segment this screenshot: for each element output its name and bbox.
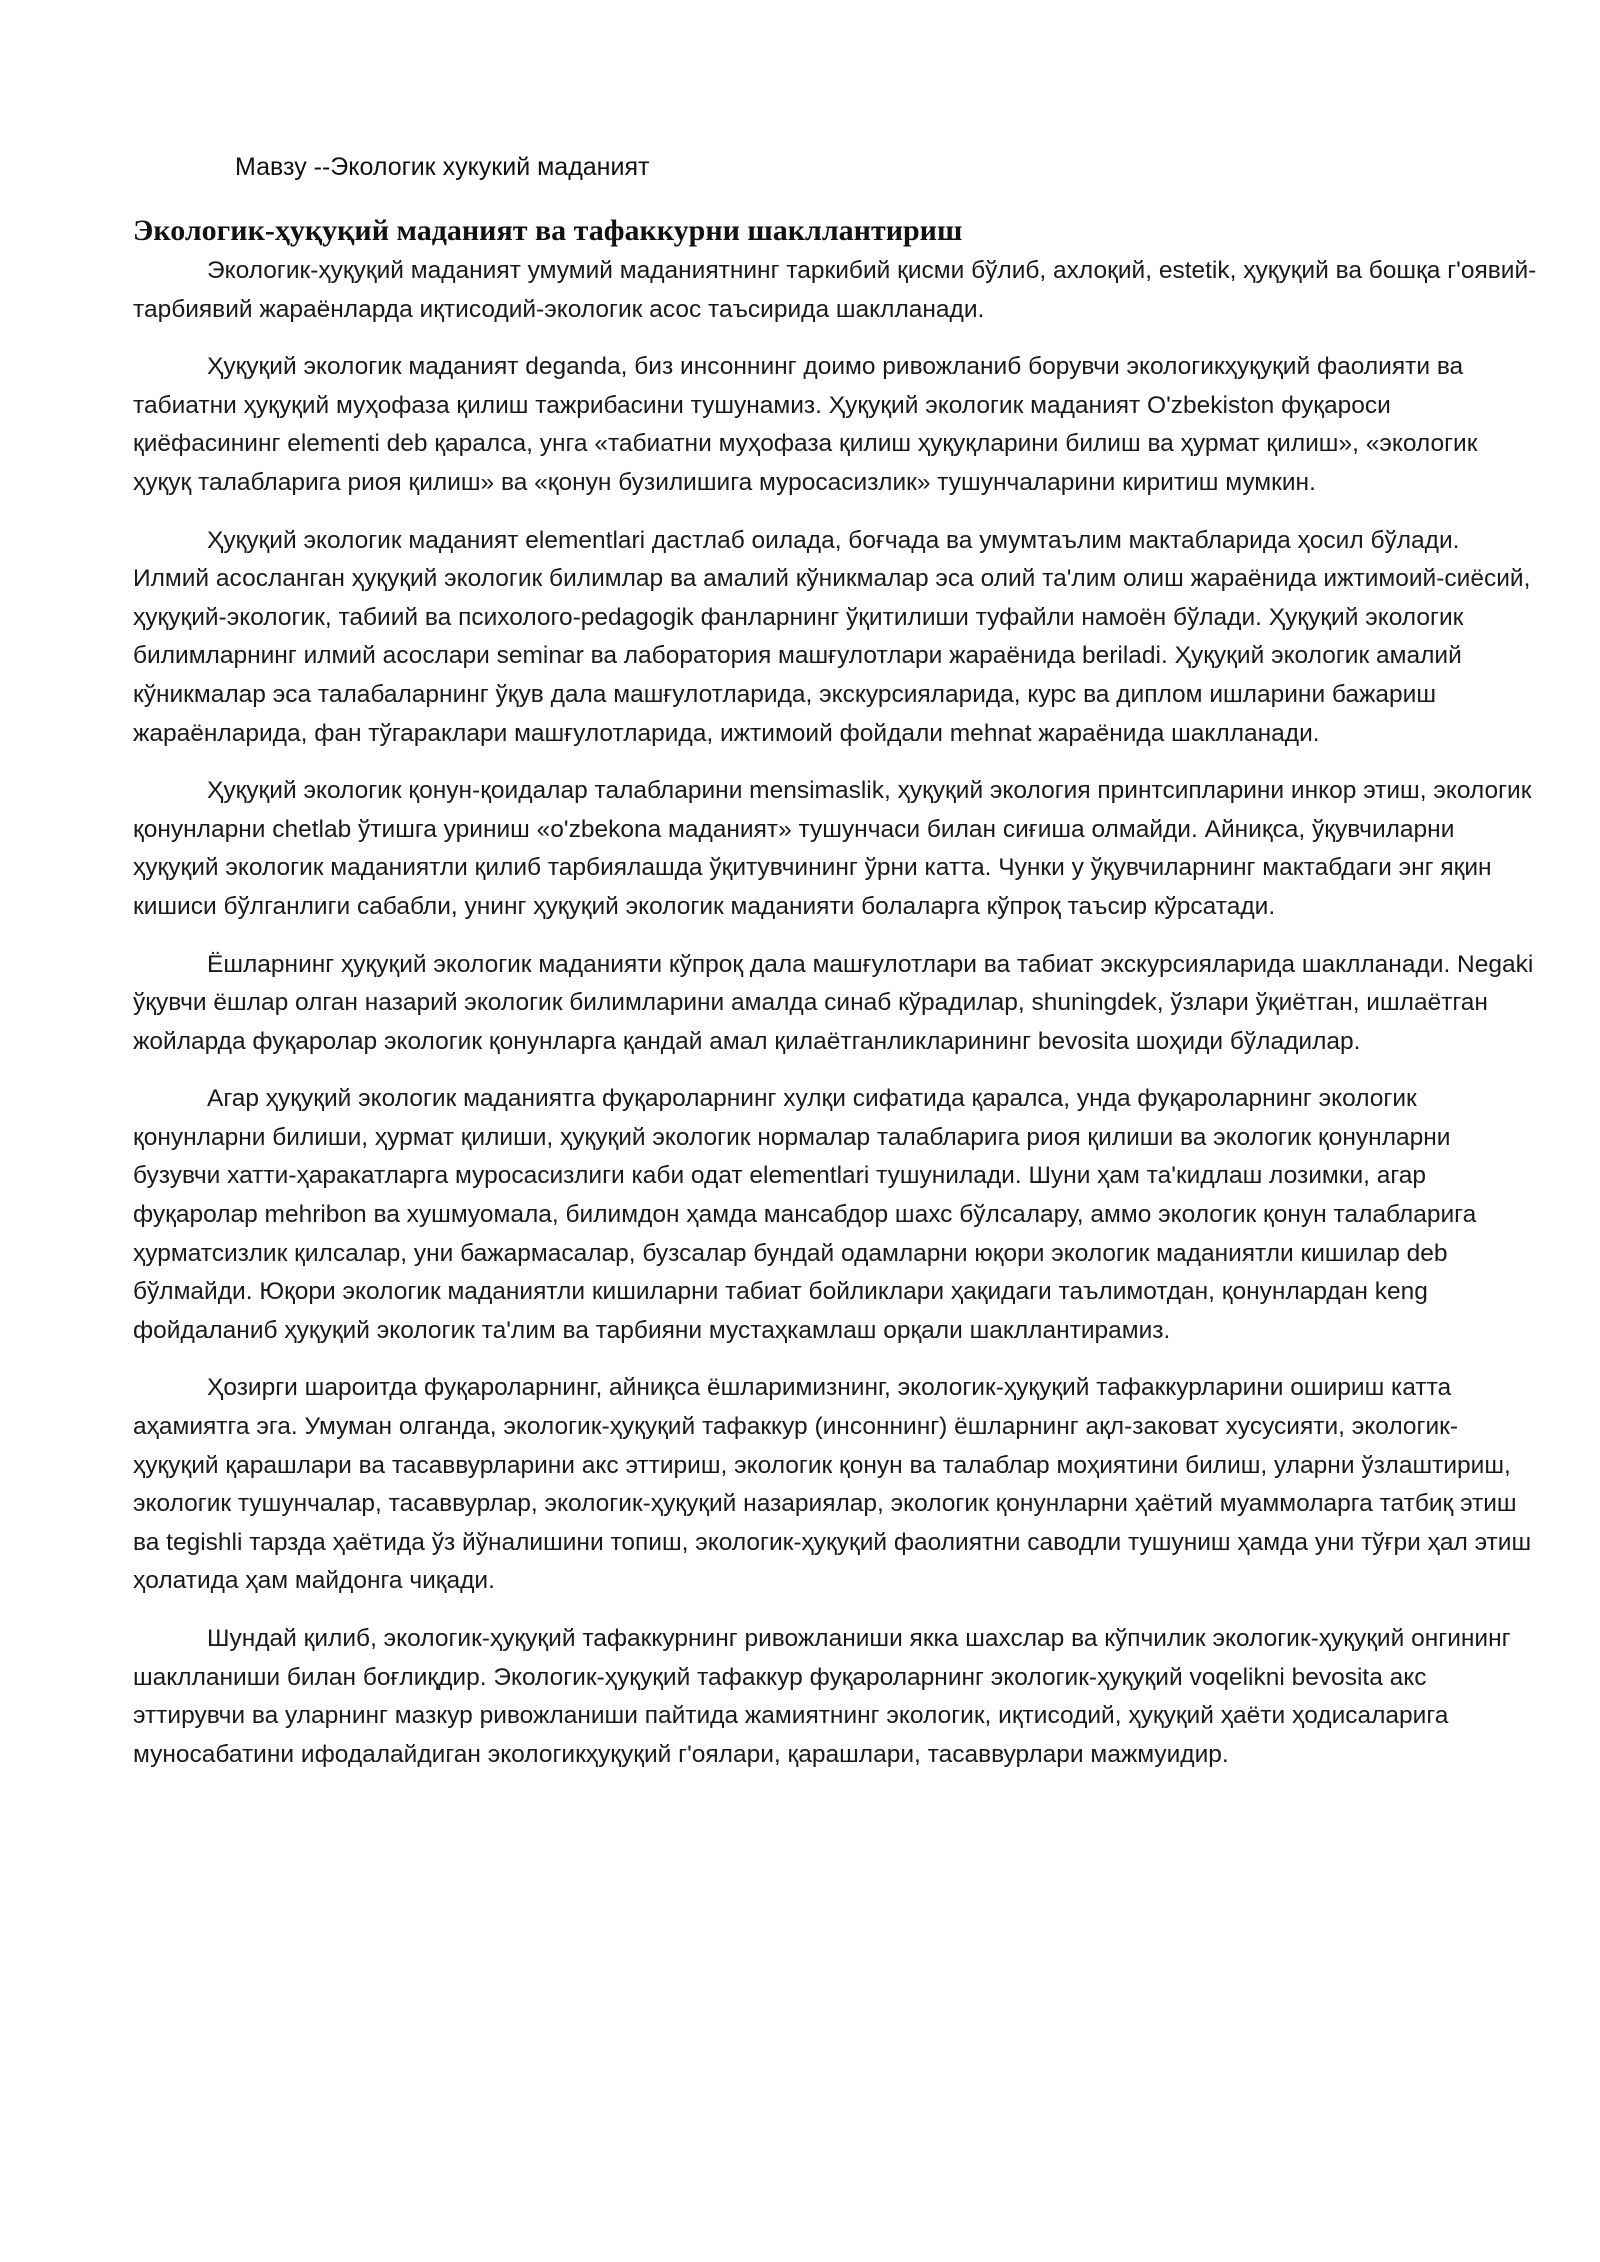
document-topic: Мавзу --Экологик хукукий маданият	[235, 153, 650, 181]
paragraph-7: Ҳозирги шароитда фуқароларнинг, айниқса ёшларимизнинг, экологик-ҳуқуқий тафаккурларини ошириш катта аҳамиятга эга. Умуман олганда, экологик-ҳуқуқий тафаккур (инсоннинг) ёшларнинг ақл-заковат хусусияти, экологик-ҳуқуқий қарашлари ва тасаввурларини акс эттириш, экологик қонун ва талаблар моҳиятини билиш, уларни ўзлаштириш, экологик тушунчалар, тасаввурлар, экологик-ҳуқуқий назариялар, экологик қонунларни ҳаётий муаммоларга татбиқ этиш ва tegishli тарзда ҳаётида ўз йўналишини топиш, экологик-ҳуқуқий фаолиятни саводли тушуниш ҳамда уни тўғри ҳал этиш ҳолатида ҳам майдонга чиқади.	[133, 1374, 1532, 1595]
paragraph-1: Экологик-ҳуқуқий маданият умумий маданиятнинг таркибий қисми бўлиб, ахлоқий, estetik, ҳуқуқий ва бошқа г'оявий-тарбиявий жараёнларда иқтисодий-экологик асос таъсирида шаклланади.	[133, 257, 1537, 323]
document-body	[133, 252, 1541, 1793]
paragraph-5: Ёшларнинг ҳуқуқий экологик маданияти кўпроқ дала машғулотлари ва табиат экскурсияларида шаклланади. Negaki ўқувчи ёшлар олган назарий экологик билимларини амалда синаб кўрадилар, shuningdek, ўзлари ўқиётган, ишлаётган жойларда фуқаролар экологик қонунларга қандай амал қилаётганликларининг bevosita шоҳиди бўладилар.	[133, 950, 1534, 1055]
paragraph-4: Ҳуқуқий экологик қонун-қоидалар талабларини mensimaslik, ҳуқуқий экология принтсипларини инкор этиш, экологик қонунларни chetlab ўтишга уриниш «o'zbekona маданият» тушунчаси билан сиғиша олмайди. Айниқса, ўқувчиларни ҳуқуқий экологик маданиятли қилиб тарбиялашда ўқитувчининг ўрни катта. Чунки у ўқувчиларнинг мактабдаги энг яқин кишиси бўлганлиги сабабли, унинг ҳуқуқий экологик маданияти болаларга кўпроқ таъсир кўрсатади.	[133, 777, 1532, 920]
document-heading: Экологик-ҳуқуқий маданият ва тафаккурни шакллантириш	[133, 214, 963, 247]
paragraph-2: Ҳуқуқий экологик маданият deganda, биз инсоннинг доимо ривожланиб борувчи экологикҳуқуқий фаолияти ва табиатни ҳуқуқий муҳофаза қилиш тажрибасини тушунамиз. Ҳуқуқий экологик маданият O'zbekiston фуқароси қиёфасининг elementi deb қаралса, унга «табиатни муҳофаза қилиш ҳуқуқларини билиш ва ҳурмат қилиш», «экологик ҳуқуқ талабларига риоя қилиш» ва «қонун бузилишига муросасизлик» тушунчаларини киритиш мумкин.	[133, 353, 1478, 496]
paragraph-8: Шундай қилиб, экологик-ҳуқуқий тафаккурнинг ривожланиши якка шахслар ва кўпчилик экологик-ҳуқуқий онгининг шаклланиши билан боғлиқдир. Экологик-ҳуқуқий тафаккур фуқароларнинг экологик-ҳуқуқий voqelikni bevosita акс эттирувчи ва уларнинг мазкур ривожланиши пайтида жамиятнинг экологик, иқтисодий, ҳуқуқий ҳаёти ҳодисаларига муносабатини ифодалайдиган экологикҳуқуқий г'оялари, қарашлари, тасаввурлари мажмуидир.	[133, 1625, 1511, 1768]
paragraph-6: Агар ҳуқуқий экологик маданиятга фуқароларнинг хулқи сифатида қаралса, унда фуқароларнинг экологик қонунларни билиши, ҳурмат қилиши, ҳуқуқий экологик нормалар талабларига риоя қилиши ва экологик қонунларни бузувчи хатти-ҳаракатларга муросасизлиги каби одат elementlari тушунилади. Шуни ҳам та'кидлаш лозимки, агар фуқаролар mehribon ва хушмуомала, билимдон ҳамда мансабдор шахс бўлсалару, аммо экологик қонун талабларига ҳурматсизлик қилсалар, уни бажармасалар, бузсалар бундай одамларни юқори экологик маданиятли кишилар deb бўлмайди. Юқори экологик маданиятли кишиларни табиат бойликлари ҳақидаги таълимотдан, қонунлардан keng фойдаланиб ҳуқуқий экологик та'лим ва тарбияни мустаҳкамлаш орқали шакллантирамиз.	[133, 1085, 1477, 1344]
paragraph-3: Ҳуқуқий экологик маданият elementlari дастлаб оилада, боғчада ва умумтаълим мактабларида ҳосил бўлади. Илмий асосланган ҳуқуқий экологик билимлар ва амалий кўникмалар эса олий та'лим олиш жараёнида ижтимоий-сиёсий, ҳуқуқий-экологик, табиий ва психолого-pedagogik фанларнинг ўқитилиши туфайли намоён бўлади. Ҳуқуқий экологик билимларнинг илмий асослари seminar ва лаборатория машғулотлари жараёнида beriladi. Ҳуқуқий экологик амалий кўникмалар эса талабаларнинг ўқув дала машғулотларида, экскурсияларида, курс ва диплом ишларини бажариш жараёнларида, фан тўгараклари машғулотларида, ижтимоий фойдали mehnat жараёнида шаклланади.	[133, 526, 1531, 747]
